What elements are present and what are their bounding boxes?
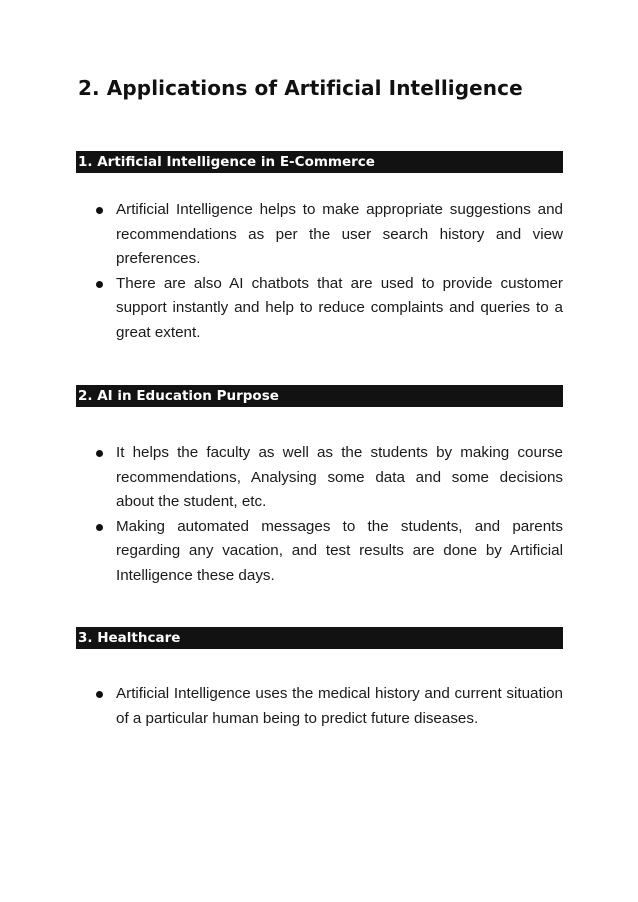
section-heading: 1. Artificial Intelligence in E-Commerce xyxy=(76,151,563,173)
bullet-icon xyxy=(96,281,103,288)
list-item xyxy=(76,682,563,731)
section-education xyxy=(76,385,563,588)
bullet-icon xyxy=(96,450,103,457)
list-item-text: It helps the faculty as well as the students by making course recommendations, Analysing some data and some decisions about the student, etc. xyxy=(116,444,563,510)
section-heading: 2. AI in Education Purpose xyxy=(76,385,563,407)
list-item-text: Artificial Intelligence uses the medical history and current situation of a particular human being to predict future diseases. xyxy=(116,685,563,727)
bullet-list xyxy=(76,682,563,731)
bullet-icon xyxy=(96,691,103,698)
bullet-icon xyxy=(96,207,103,214)
bullet-list xyxy=(76,198,563,345)
list-item xyxy=(76,272,563,346)
list-item xyxy=(76,515,563,589)
page-title: 2. Applications of Artificial Intelligence xyxy=(78,76,523,100)
list-item-text: There are also AI chatbots that are used to provide customer support instantly and help to reduce complaints and queries to a great extent. xyxy=(116,274,563,341)
list-item-text: Making automated messages to the students, and parents regarding any vacation, and test results are done by Artificial Intelligence these days. xyxy=(116,517,563,584)
list-item xyxy=(76,198,563,272)
list-item-text: Artificial Intelligence helps to make appropriate suggestions and recommendations as per the user search history and view preferences. xyxy=(116,201,563,267)
bullet-list xyxy=(76,441,563,588)
section-ecommerce xyxy=(76,151,563,345)
section-healthcare xyxy=(76,627,563,731)
list-item xyxy=(76,441,563,515)
bullet-icon xyxy=(96,524,103,531)
section-heading: 3. Healthcare xyxy=(76,627,563,649)
